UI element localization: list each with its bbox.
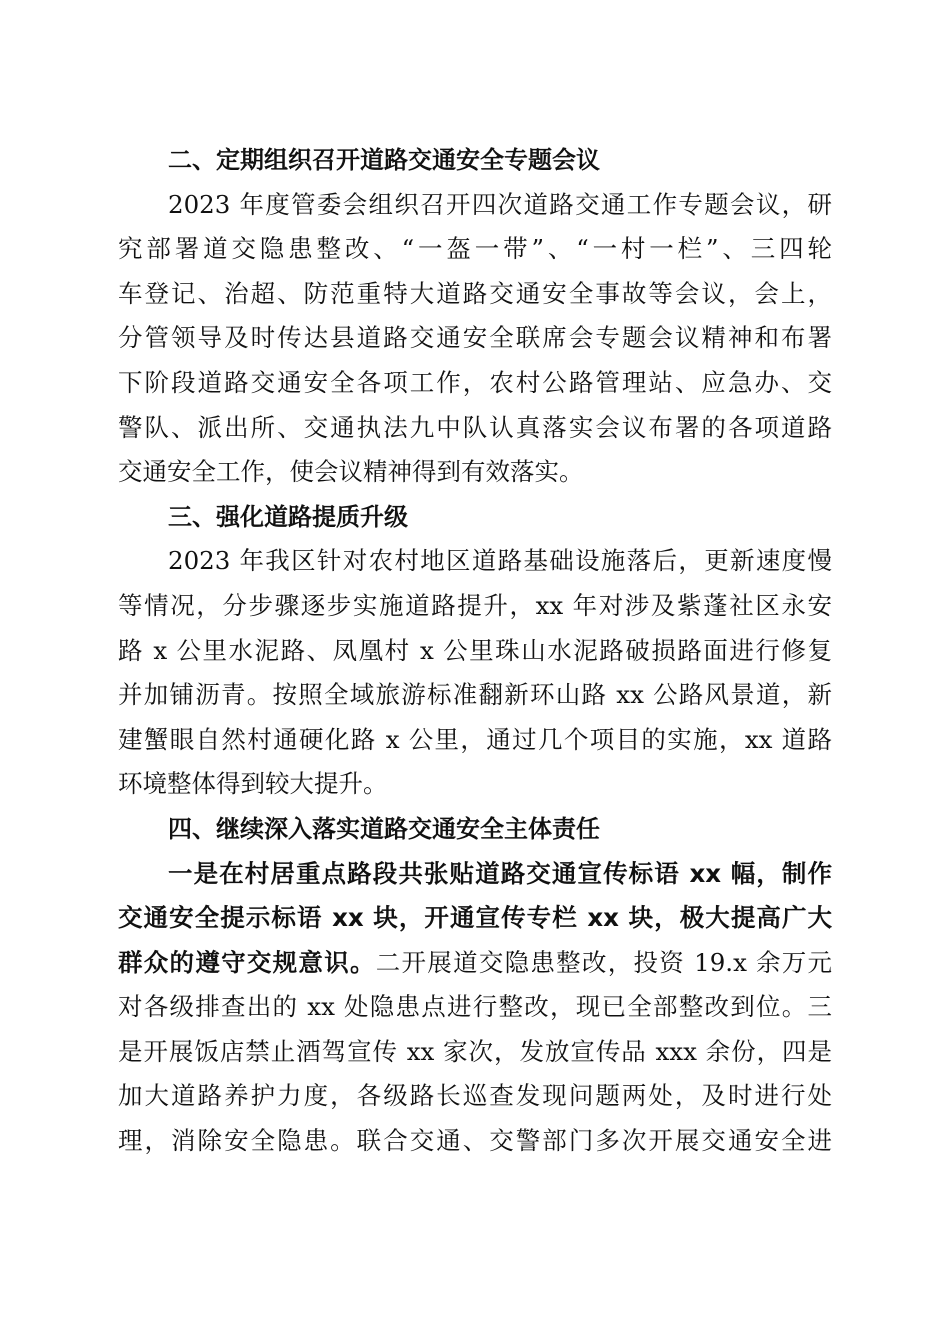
paragraph-line: 建蟹眼自然村通硬化路 x 公里，通过几个项目的实施，xx 道路: [118, 724, 832, 754]
section-heading-2: 二、定期组织召开道路交通安全专题会议: [168, 146, 600, 174]
section-heading-3: 三、强化道路提质升级: [168, 502, 408, 531]
paragraph-line: [118, 941, 832, 986]
section-heading-4: 四、继续深入落实道路交通安全主体责任: [168, 814, 600, 843]
paragraph-line: 一是在村居重点路段共张贴道路交通宣传标语 xx 幅，制作: [168, 858, 832, 888]
paragraph-line: 分管领导及时传达县道路交通安全联席会专题会议精神和布署: [118, 323, 832, 353]
paragraph-line: 加大道路养护力度，各级路长巡查发现问题两处，及时进行处: [118, 1081, 832, 1111]
paragraph-line: 交通安全工作，使会议精神得到有效落实。: [118, 457, 584, 487]
paragraph-run-bold: 群众的遵守交规意识。: [118, 947, 376, 977]
paragraph-line: 并加铺沥青。按照全域旅游标准翻新环山路 xx 公路风景道，新: [118, 680, 832, 710]
paragraph-line: 2023 年度管委会组织召开四次道路交通工作专题会议，研: [168, 189, 832, 219]
document-page: [118, 138, 832, 1164]
paragraph-line: 路 x 公里水泥路、凤凰村 x 公里珠山水泥路破损路面进行修复: [118, 635, 832, 665]
paragraph-line: 是开展饭店禁止酒驾宣传 xx 家次，发放宣传品 xxx 余份，四是: [118, 1036, 832, 1066]
paragraph-line: 交通安全提示标语 xx 块，开通宣传专栏 xx 块，极大提高广大: [118, 903, 832, 933]
paragraph-line: 等情况，分步骤逐步实施道路提升，xx 年对涉及紫蓬社区永安: [118, 590, 832, 620]
paragraph-line: 对各级排查出的 xx 处隐患点进行整改，现已全部整改到位。三: [118, 992, 832, 1022]
paragraph-line: 车登记、治超、防范重特大道路交通安全事故等会议，会上，: [118, 278, 832, 308]
paragraph-line: 环境整体得到较大提升。: [118, 769, 388, 799]
paragraph-line: 理，消除安全隐患。联合交通、交警部门多次开展交通安全进: [118, 1126, 832, 1156]
paragraph-line: 下阶段道路交通安全各项工作，农村公路管理站、应急办、交: [118, 367, 832, 397]
paragraph-line: 究部署道交隐患整改、“一盔一带”、“一村一栏”、三四轮: [118, 234, 832, 264]
paragraph-run: 二开展道交隐患整改，投资 19.x 余万元: [375, 947, 832, 977]
paragraph-line: 警队、派出所、交通执法九中队认真落实会议布署的各项道路: [118, 412, 832, 442]
paragraph-line: 2023 年我区针对农村地区道路基础设施落后，更新速度慢: [168, 546, 832, 576]
